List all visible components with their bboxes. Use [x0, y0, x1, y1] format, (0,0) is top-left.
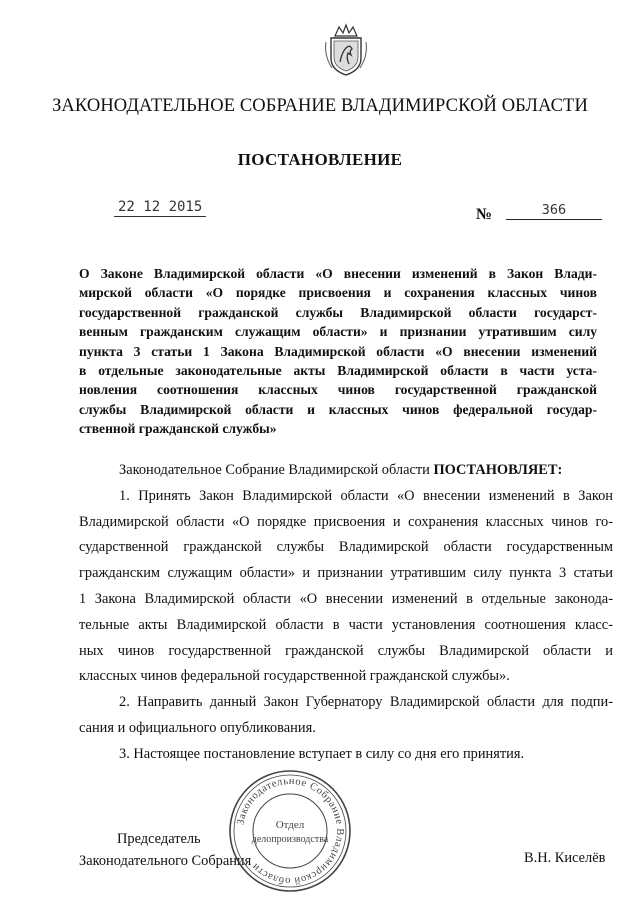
document-number-label: №	[476, 206, 493, 223]
subject-line: пункта 3 статьи 1 Закона Владимирской области «О внесении изменений	[79, 343, 597, 359]
signatory-position-line2: Законодательного Собрания	[79, 853, 252, 869]
stamp-center-line1: Отдел	[275, 819, 305, 831]
item1-line: ных чинов государственной гражданской службы Владимирской области и	[79, 642, 613, 659]
subject-line: новления соотношения классных чинов государственной гражданской	[79, 382, 597, 398]
organization-title: ЗАКОНОДАТЕЛЬНОЕ СОБРАНИЕ ВЛАДИМИРСКОЙ ОБЛАСТИ	[52, 96, 588, 116]
stamp-center-line2: делопроизводства	[251, 834, 329, 845]
document-body	[79, 458, 613, 768]
document-date: 22 12 2015	[114, 198, 206, 217]
item1-line: Владимирской области «О порядке присвоения и сохранения классных чинов го-	[79, 513, 613, 530]
item1-line: гражданским служащим области» и признании утратившим силу пункта 3 статьи	[79, 565, 613, 582]
item2-line: сания и официального опубликования.	[79, 719, 316, 736]
document-type-title: ПОСТАНОВЛЕНИЕ	[237, 150, 403, 169]
item1-line: классных чинов федеральной государственной гражданской службы».	[79, 668, 510, 685]
intro-text: Законодательное Собрание Владимирской области	[119, 462, 434, 478]
subject-line: мирской области «О порядке присвоения и сохранения классных чинов	[79, 285, 597, 301]
signatory-name: В.Н. Киселёв	[524, 850, 606, 866]
item1-line: тельные акты Владимирской области в части установления соотношения класс-	[79, 616, 613, 633]
signatory-position-line1: Председатель	[117, 831, 201, 847]
document-subject	[79, 264, 597, 439]
subject-line: венным гражданским служащим области» и признании утратившим силу	[79, 324, 597, 340]
coat-of-arms-icon	[322, 22, 370, 78]
office-stamp	[226, 768, 354, 894]
item2-line: 2. Направить данный Закон Губернатору Владимирской области для подпи-	[119, 694, 613, 711]
subject-line: ственной гражданской службы»	[79, 421, 277, 437]
item1-line: 1 Закона Владимирской области «О внесении изменений в отдельные законода-	[79, 590, 613, 607]
stamp-ring-text: Законодательное Собрание Владимирской области	[235, 775, 346, 887]
item1-line: сударственной гражданской службы Владимирской области государственным	[79, 539, 613, 556]
item1-line: 1. Принять Закон Владимирской области «О внесении изменений в Закон	[119, 487, 613, 504]
subject-line: государственной гражданской службы Владимирской области государст-	[79, 304, 597, 320]
document-number: 366	[506, 201, 602, 220]
subject-line: в отдельные законодательные акты Владимирской области в части уста-	[79, 363, 597, 379]
subject-line: службы Владимирской области и классных чинов федеральной государ-	[79, 401, 597, 417]
subject-line: О Законе Владимирской области «О внесении изменений в Закон Влади-	[79, 266, 597, 281]
intro-emphasis: ПОСТАНОВЛЯЕТ:	[433, 462, 563, 478]
resolution-intro	[79, 458, 613, 484]
item3-line: 3. Настоящее постановление вступает в силу со дня его принятия.	[119, 745, 525, 762]
